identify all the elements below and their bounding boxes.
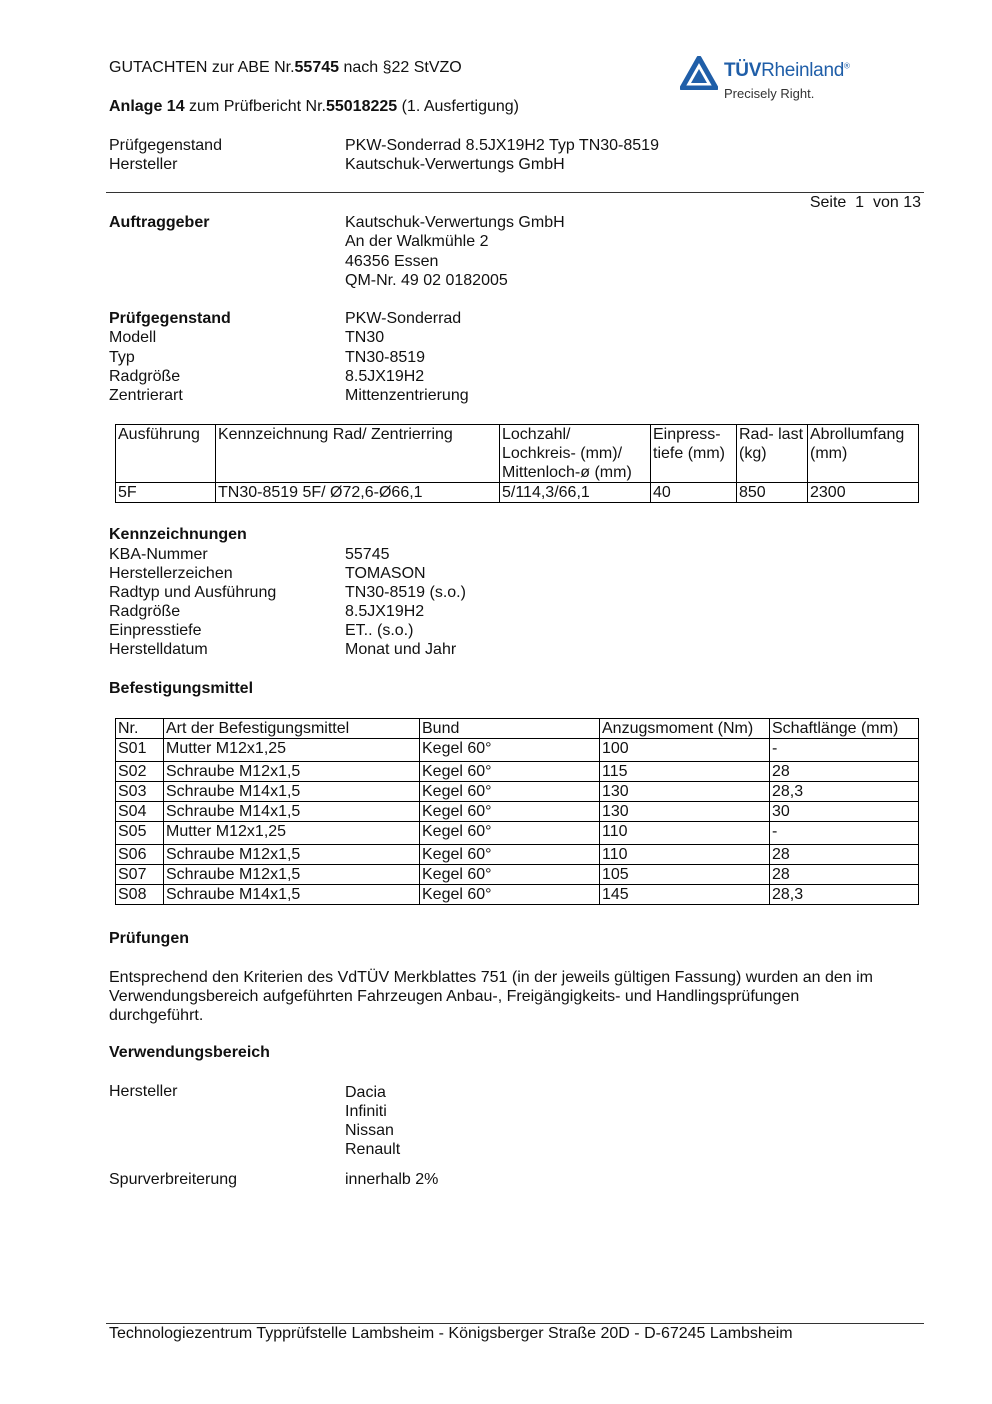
cell: 145 <box>600 885 770 905</box>
footer-text: Technologiezentrum Typprüfstelle Lambsheim - Königsberger Straße 20D - D-67245 Lambsheim <box>109 1325 793 1342</box>
label: Zentrierart <box>109 387 183 405</box>
triangle-icon <box>680 56 718 90</box>
cell: 28,3 <box>770 885 919 905</box>
cell: S05 <box>116 822 164 845</box>
label: Hersteller <box>109 156 178 173</box>
pruefgegenstand-block <box>109 309 609 405</box>
label: Herstellerzeichen <box>109 565 233 583</box>
cell: Kegel 60° <box>420 802 600 822</box>
auftraggeber-label: Auftraggeber <box>109 214 210 231</box>
cell: S02 <box>116 762 164 782</box>
value: Mittenzentrierung <box>345 387 469 405</box>
cell: 40 <box>651 483 737 503</box>
cell: 28 <box>770 845 919 865</box>
value: TN30-8519 <box>345 348 426 366</box>
header-prefix: GUTACHTEN zur ABE Nr. <box>109 59 295 76</box>
header-cell: Abrollumfang (mm) <box>808 425 919 483</box>
cell: S03 <box>116 782 164 802</box>
header-cell: Lochzahl/ Lochkreis- (mm)/ Mittenloch-ø (mm) <box>500 425 651 483</box>
anlage-mid: zum Prüfbericht Nr. <box>184 98 326 115</box>
table-row <box>116 865 919 885</box>
cell: 28 <box>770 865 919 885</box>
cell: Kegel 60° <box>420 822 600 845</box>
table-row <box>116 762 919 782</box>
abe-number: 55745 <box>294 59 340 76</box>
cell: TN30-8519 5F/ Ø72,6-Ø66,1 <box>216 483 500 503</box>
kz-row <box>109 545 609 564</box>
cell: 28,3 <box>770 782 919 802</box>
cell: 105 <box>600 865 770 885</box>
cell: 850 <box>737 483 808 503</box>
cell: 30 <box>770 802 919 822</box>
pg-row <box>109 328 609 347</box>
cell: S06 <box>116 845 164 865</box>
report-number: 55018225 <box>325 98 398 115</box>
logo-tagline: Precisely Right. <box>724 86 815 101</box>
header-cell: Rad- last (kg) <box>737 425 808 483</box>
value: TOMASON <box>345 565 426 583</box>
table-row <box>116 802 919 822</box>
header-divider <box>106 192 924 193</box>
header-cell: Nr. <box>116 719 164 739</box>
cell: Mutter M12x1,25 <box>164 739 420 762</box>
address-line: An der Walkmühle 2 <box>345 233 489 251</box>
cell: 5F <box>116 483 216 503</box>
paragraph-line: Entsprechend den Kriterien des VdTÜV Merkblattes 751 (in der jeweils gültigen Fassung) wurden an den im <box>109 969 873 986</box>
pg-row <box>109 348 609 367</box>
spur-label: Spurverbreiterung <box>109 1171 238 1188</box>
logo-reg: ® <box>843 61 850 71</box>
spur-value: innerhalb 2% <box>345 1171 439 1188</box>
label: Herstelldatum <box>109 641 208 659</box>
cell: S08 <box>116 885 164 905</box>
value: TN30 <box>345 329 385 347</box>
value: TN30-8519 (s.o.) <box>345 584 466 602</box>
kz-row <box>109 640 609 659</box>
anlage-label: Anlage 14 <box>109 98 185 115</box>
header-cell: Einpress- tiefe (mm) <box>651 425 737 483</box>
cell: S01 <box>116 739 164 762</box>
cell: 115 <box>600 762 770 782</box>
kennzeichnungen-block <box>109 545 609 660</box>
value: 8.5JX19H2 <box>345 603 425 621</box>
cell: Schraube M12x1,5 <box>164 845 420 865</box>
kz-row <box>109 564 609 583</box>
footer-divider <box>106 1323 924 1324</box>
table-row <box>116 822 919 845</box>
table-header-row <box>116 425 919 483</box>
header-cell: Schaftlänge (mm) <box>770 719 919 739</box>
header-suffix: nach §22 StVZO <box>339 59 462 76</box>
pg-row <box>109 309 609 328</box>
table-row <box>116 885 919 905</box>
hersteller-label: Hersteller <box>109 1083 178 1100</box>
cell: 100 <box>600 739 770 762</box>
value: 8.5JX19H2 <box>345 367 425 385</box>
cell: 130 <box>600 802 770 822</box>
value: ET.. (s.o.) <box>345 622 414 640</box>
label: Radgröße <box>109 367 181 385</box>
cell: Kegel 60° <box>420 885 600 905</box>
verwendungsbereich-title: Verwendungsbereich <box>109 1044 270 1061</box>
cell: 28 <box>770 762 919 782</box>
table-row <box>116 845 919 865</box>
value: Monat und Jahr <box>345 641 457 659</box>
label: Typ <box>109 348 135 366</box>
header-cell: Bund <box>420 719 600 739</box>
kz-row <box>109 583 609 602</box>
paragraph-line: Verwendungsbereich aufgeführten Fahrzeugen Anbau-, Freigängigkeits- und Handlingsprüfungen <box>109 988 800 1006</box>
logo-brand <box>724 60 850 82</box>
value: PKW-Sonderrad 8.5JX19H2 Typ TN30-8519 <box>345 137 659 154</box>
label: Modell <box>109 329 157 347</box>
list-item: Dacia <box>345 1084 386 1101</box>
kz-row <box>109 602 609 621</box>
cell: 5/114,3/66,1 <box>500 483 651 503</box>
variant-table <box>115 424 919 503</box>
header-cell: Art der Befestigungsmittel <box>164 719 420 739</box>
table-header-row <box>116 719 919 739</box>
label: Radgröße <box>109 603 181 621</box>
value: Kautschuk-Verwertungs GmbH <box>345 156 565 173</box>
cell: Schraube M14x1,5 <box>164 802 420 822</box>
cell: Schraube M12x1,5 <box>164 865 420 885</box>
header-cell: Kennzeichnung Rad/ Zentrierring <box>216 425 500 483</box>
table-row <box>116 739 919 762</box>
befestigung-title: Befestigungsmittel <box>109 680 254 697</box>
cell: Kegel 60° <box>420 739 600 762</box>
auftraggeber-address <box>345 213 565 290</box>
header-anlage <box>109 98 519 116</box>
table-row <box>116 782 919 802</box>
label: Prüfgegenstand <box>109 310 231 327</box>
cell: 2300 <box>808 483 919 503</box>
value: PKW-Sonderrad <box>345 310 462 327</box>
anlage-suffix: (1. Ausfertigung) <box>397 98 519 115</box>
header-title <box>109 59 462 77</box>
label: Prüfgegenstand <box>109 137 222 154</box>
cell: Schraube M14x1,5 <box>164 782 420 802</box>
page-number: Seite 1 von 13 <box>809 194 921 211</box>
list-item: Infiniti <box>345 1103 387 1121</box>
pg-row <box>109 367 609 386</box>
cell: Kegel 60° <box>420 762 600 782</box>
value: 55745 <box>345 546 390 563</box>
pruefungen-title: Prüfungen <box>109 930 189 947</box>
cell: 130 <box>600 782 770 802</box>
cell: Kegel 60° <box>420 865 600 885</box>
header-cell: Anzugsmoment (Nm) <box>600 719 770 739</box>
hersteller-list <box>345 1083 400 1159</box>
cell: - <box>770 739 919 762</box>
address-line: Kautschuk-Verwertungs GmbH <box>345 214 565 231</box>
paragraph-line: durchgeführt. <box>109 1007 204 1025</box>
cell: 110 <box>600 822 770 845</box>
cell: Kegel 60° <box>420 782 600 802</box>
cell: Schraube M14x1,5 <box>164 885 420 905</box>
kennzeichnungen-title: Kennzeichnungen <box>109 526 247 543</box>
befestigung-table <box>115 718 919 905</box>
cell: - <box>770 822 919 845</box>
label: Einpresstiefe <box>109 622 202 640</box>
cell: Kegel 60° <box>420 845 600 865</box>
cell: S04 <box>116 802 164 822</box>
address-line: QM-Nr. 49 02 0182005 <box>345 271 508 289</box>
address-line: 46356 Essen <box>345 252 439 270</box>
kz-row <box>109 621 609 640</box>
cell: S07 <box>116 865 164 885</box>
label: Radtyp und Ausführung <box>109 584 277 602</box>
logo-brand-rest: Rheinland <box>761 60 844 81</box>
label: KBA-Nummer <box>109 546 208 563</box>
cell: 110 <box>600 845 770 865</box>
header-cell: Ausführung <box>116 425 216 483</box>
list-item: Renault <box>345 1141 401 1159</box>
cell: Schraube M12x1,5 <box>164 762 420 782</box>
list-item: Nissan <box>345 1122 394 1140</box>
tuv-logo <box>680 52 880 107</box>
pg-row <box>109 386 609 405</box>
logo-brand-bold: TÜV <box>724 60 762 81</box>
table-row <box>116 483 919 503</box>
cell: Mutter M12x1,25 <box>164 822 420 845</box>
pruefungen-text <box>109 968 873 1026</box>
